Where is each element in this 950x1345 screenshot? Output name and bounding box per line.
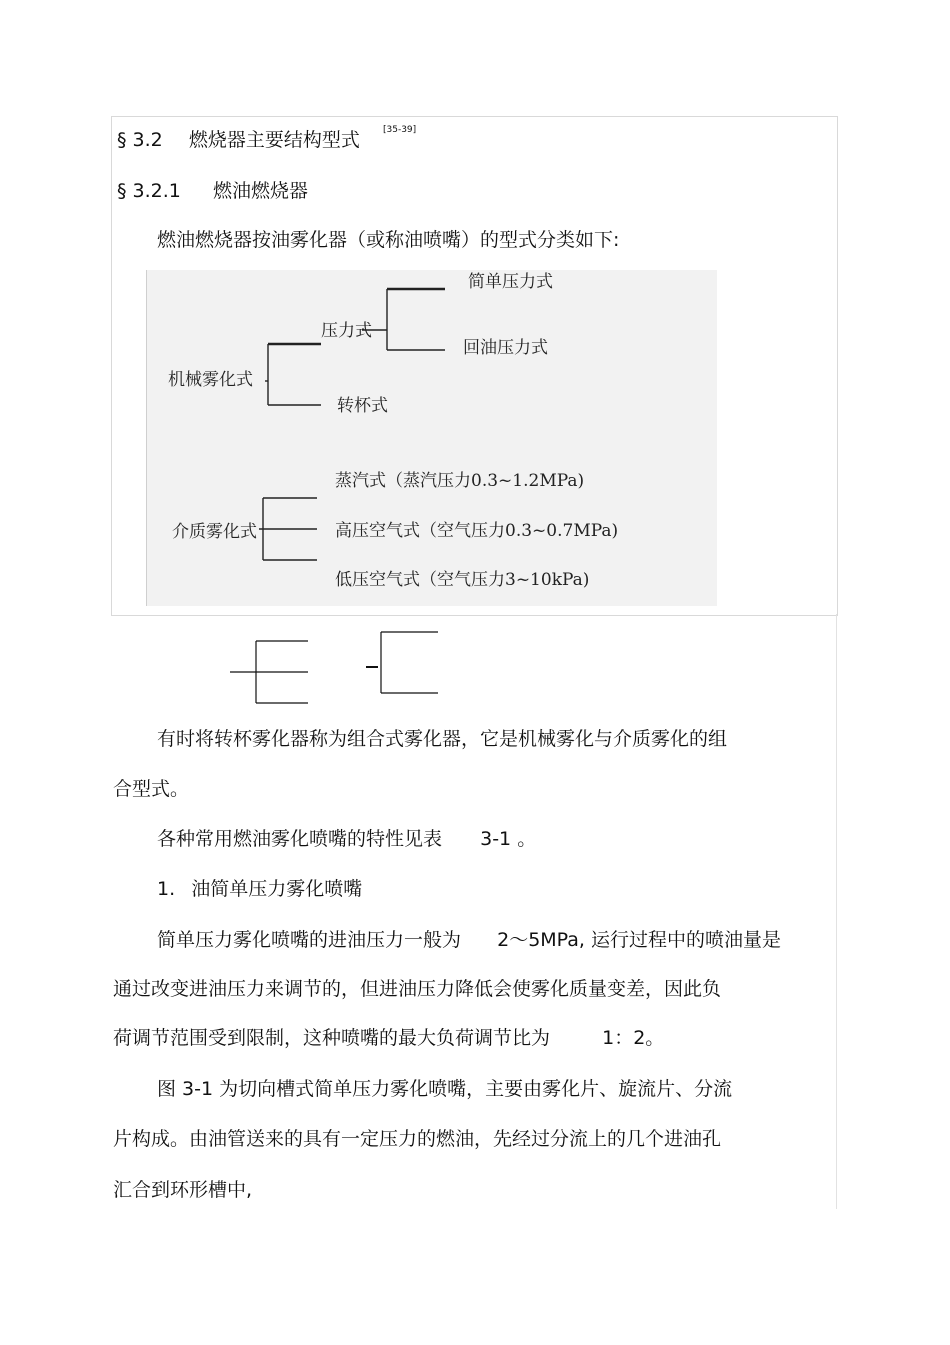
table-ref-end: 。 <box>517 828 537 850</box>
atomizer-classification-diagram <box>146 270 717 606</box>
label-rotary: 转杯式 <box>337 396 388 416</box>
label-return-pressure: 回油压力式 <box>463 338 548 358</box>
subsection-number: § 3.2.1 <box>117 180 181 202</box>
pressure-text-c: 运行过程中的喷油量是 <box>591 929 782 951</box>
pressure-text-a: 简单压力雾化喷嘴的进油压力一般为 <box>157 929 462 951</box>
bracket-symbols <box>228 628 443 708</box>
citation-ref: [35-39] <box>383 125 417 135</box>
table-ref-number: 3-1 <box>480 828 512 850</box>
section-heading-3-2-1 <box>117 182 308 201</box>
section-number: § 3.2 <box>117 129 163 151</box>
paragraph-figure-line2: 片构成。由油管送来的具有一定压力的燃油，先经过分流上的几个进油孔 <box>113 1128 722 1150</box>
load-ratio-text: 荷调节范围受到限制，这种喷嘴的最大负荷调节比为 <box>113 1027 551 1049</box>
section-title: 燃烧器主要结构型式 <box>188 129 360 151</box>
page-border-right <box>836 614 837 1209</box>
intro-paragraph: 燃油燃烧器按油雾化器（或称油喷嘴）的型式分类如下: <box>157 229 620 251</box>
list-item-text: 油简单压力雾化喷嘴 <box>191 878 363 900</box>
paragraph-pressure-line3 <box>113 1029 664 1048</box>
diagram-lines <box>147 270 717 606</box>
label-high-pressure-air: 高压空气式（空气压力0.3~0.7MPa) <box>335 521 619 541</box>
label-steam: 蒸汽式（蒸汽压力0.3~1.2MPa) <box>335 471 585 491</box>
load-ratio-value: 1：2。 <box>602 1027 665 1049</box>
label-medium: 介质雾化式 <box>172 522 257 542</box>
paragraph-pressure-line2: 通过改变进油压力来调节的，但进油压力降低会使雾化质量变差，因此负 <box>113 978 722 1000</box>
section-heading-3-2 <box>117 131 360 150</box>
paragraph-table-reference <box>157 830 536 849</box>
label-pressure: 压力式 <box>321 321 372 341</box>
table-ref-text: 各种常用燃油雾化喷嘴的特性见表 <box>157 828 443 850</box>
pressure-value: 2～5MPa, <box>497 929 585 951</box>
paragraph-combined-atomizer-line2: 合型式。 <box>113 778 190 800</box>
label-simple-pressure: 简单压力式 <box>468 272 553 292</box>
label-mechanical: 机械雾化式 <box>168 370 253 390</box>
paragraph-figure-line3: 汇合到环形槽中, <box>113 1179 253 1201</box>
subsection-title: 燃油燃烧器 <box>212 180 308 202</box>
paragraph-pressure-line1 <box>157 931 781 950</box>
list-item-number: 1. <box>157 878 176 900</box>
paragraph-combined-atomizer-line1: 有时将转杯雾化器称为组合式雾化器，它是机械雾化与介质雾化的组 <box>157 728 728 750</box>
list-item-1 <box>157 880 362 899</box>
label-low-pressure-air: 低压空气式（空气压力3~10kPa) <box>335 570 590 590</box>
paragraph-figure-line1: 图 3-1 为切向槽式简单压力雾化喷嘴，主要由雾化片、旋流片、分流 <box>157 1078 733 1100</box>
